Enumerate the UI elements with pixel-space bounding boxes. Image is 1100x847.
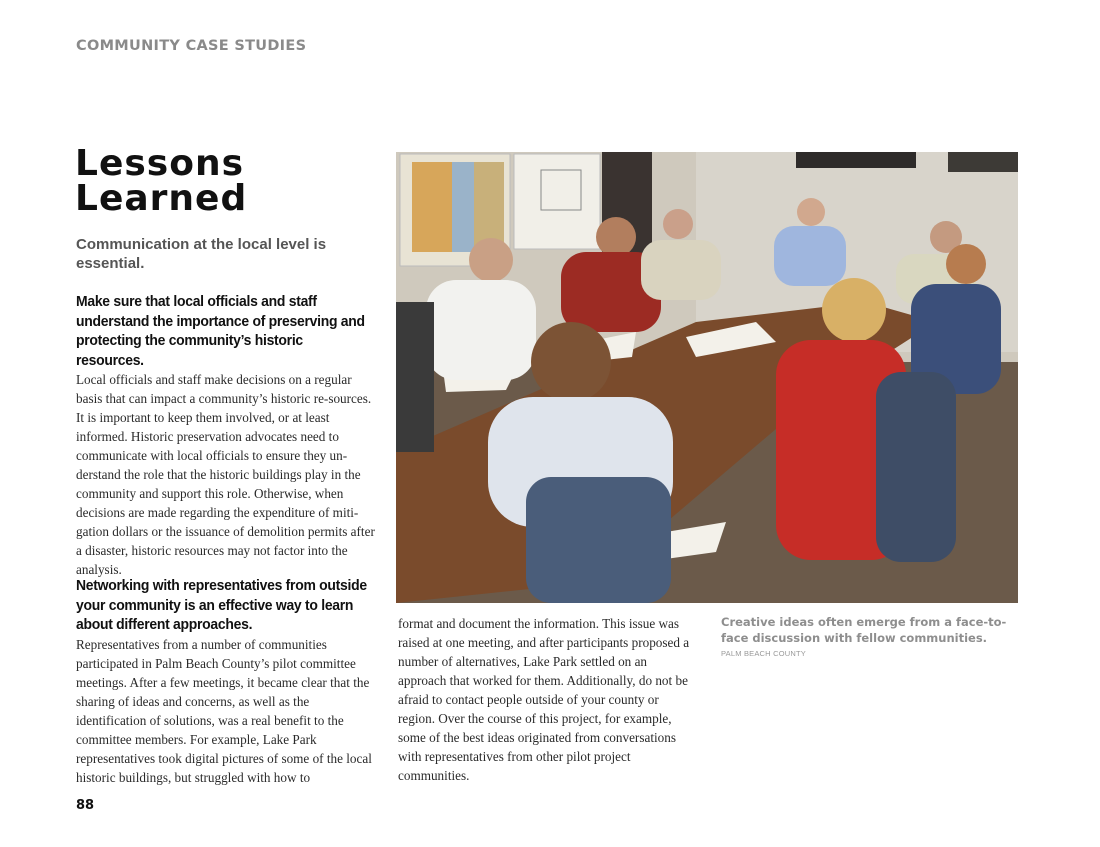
section-heading: Networking with representatives from outside your community is an effective way to learn about different approaches.	[76, 577, 367, 633]
page-number: 88	[76, 798, 95, 813]
photo-credit: PALM BEACH COUNTY	[721, 649, 806, 658]
continued-column	[398, 614, 698, 785]
photo-caption: Creative ideas often emerge from a face-to-face discussion with fellow communities.	[721, 615, 1007, 645]
section-body: Local officials and staff make decisions on a regular basis that can impact a community’s historic re-sources. It is important to keep them involved, or at least informed. Historic preservation advocates need to communicate with local officials to ensure they un-derstand the role that the historic buildings play in the community and support this role. Otherwise, when decisions are made regarding the expenditure of miti-gation dollars or the issuance of demolition permits after a disaster, historic resources may not factor into the analysis.	[76, 372, 375, 577]
section-networking	[76, 576, 376, 787]
title-line-1: Lessons	[75, 143, 244, 184]
subtitle: Communication at the local level is essential.	[76, 236, 327, 272]
meeting-photo	[396, 152, 1018, 603]
section-body: Representatives from a number of communities participated in Palm Beach County’s pilot committee meetings. After a few meetings, it became clear that the sharing of ideas and concerns, as well as the identification of solutions, was a real benefit to the committee members. For example, Lake Park representatives took digital pictures of some of the local historic buildings, but struggled with how to	[76, 636, 372, 785]
section-officials	[76, 292, 376, 579]
title-line-2: Learned	[75, 178, 248, 219]
running-head: COMMUNITY CASE STUDIES	[76, 38, 307, 54]
continued-body: format and document the information. This issue was raised at one meeting, and after participants proposed a number of alternatives, Lake Park settled on an approach that worked for them. Additionally, do not be afraid to contact people outside of your county or region. Over the course of this project, for example, some of the best ideas originated from conversations with representatives from other pilot project communities.	[398, 616, 690, 783]
page-title	[75, 143, 248, 219]
section-heading: Make sure that local officials and staff understand the importance of preserving and protecting the community’s historic resources.	[76, 293, 365, 369]
